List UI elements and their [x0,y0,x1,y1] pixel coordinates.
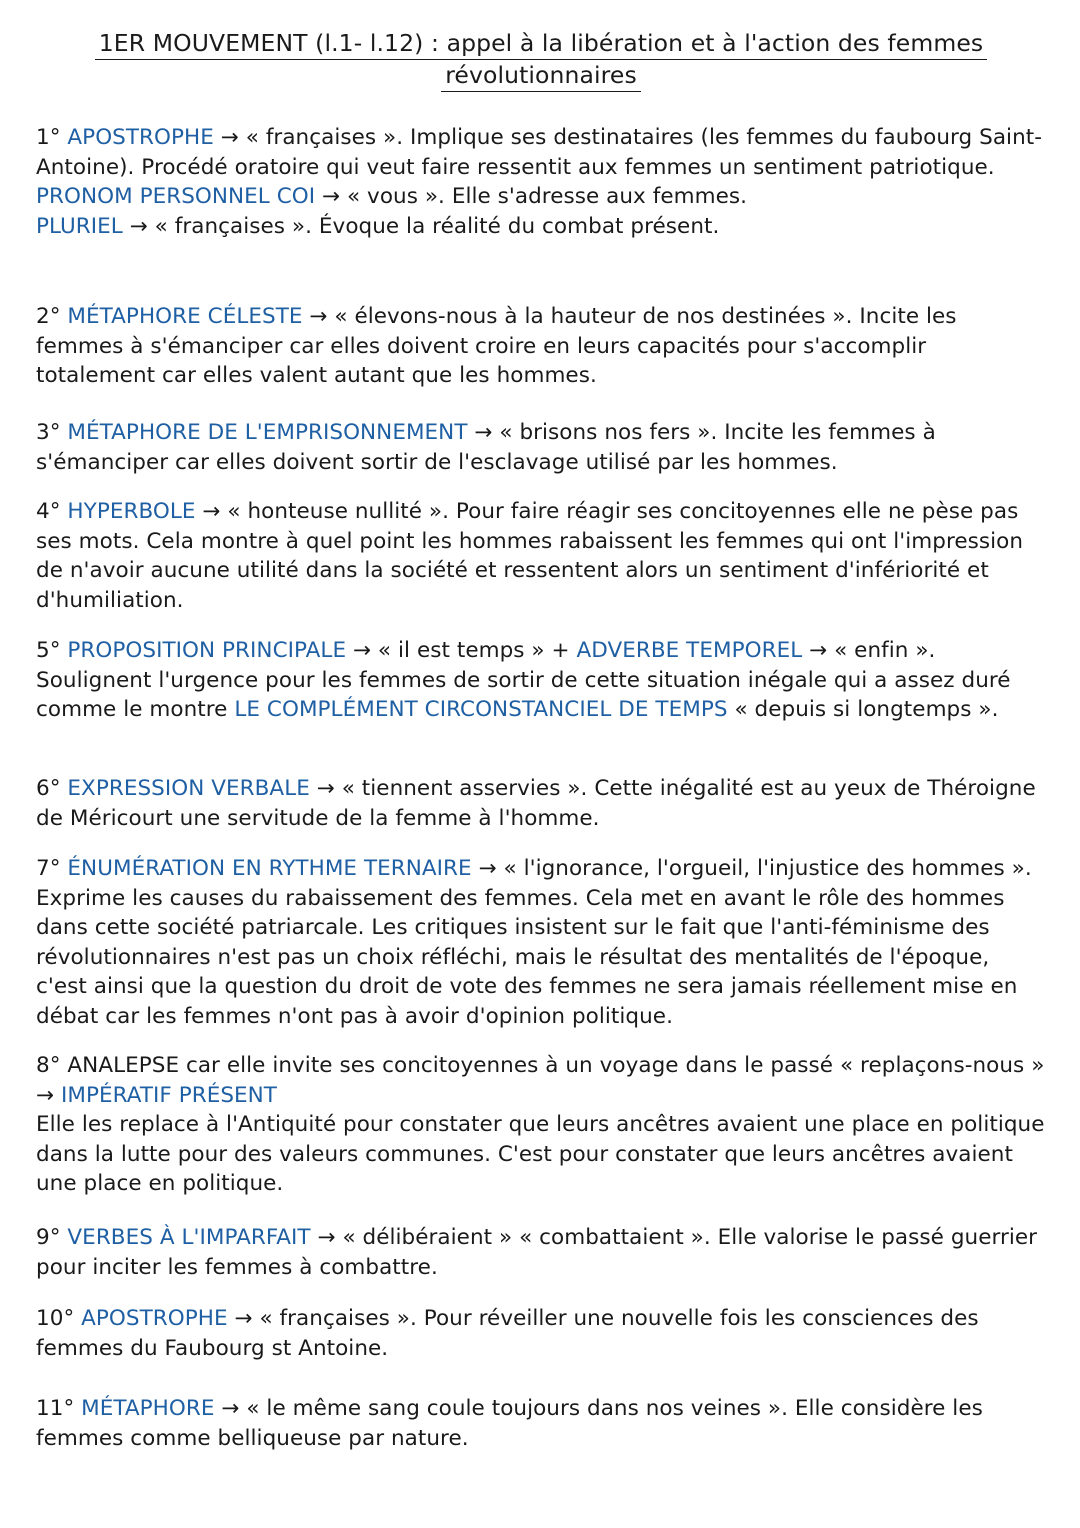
figure-term: PRONOM PERSONNEL COI [36,184,316,209]
item-number: 3° [36,420,61,445]
figure-term: MÉTAPHORE CÉLESTE [67,304,303,329]
figure-term: MÉTAPHORE DE L'EMPRISONNEMENT [67,420,468,445]
item-text: → « élevons-nous à la hauteur de nos destinées ». Incite les femmes à s'émanciper car elles doivent croire en leurs capacités pour s'accomplir totalement car elles valent autant que les hommes. [36,304,957,388]
figure-term: APOSTROPHE [81,1306,228,1331]
item-number: 10° [36,1306,75,1331]
figure-term: VERBES À L'IMPARFAIT [67,1225,311,1250]
item-number: 4° [36,499,61,524]
paragraph-9 [36,1223,1046,1282]
figure-term: PROPOSITION PRINCIPALE [67,638,347,663]
figure-term: EXPRESSION VERBALE [67,776,310,801]
item-number: 5° [36,638,61,663]
figure-term: PLURIEL [36,213,123,239]
item-text: Elle les replace à l'Antiquité pour constater que leurs ancêtres avaient une place en politique dans la lutte pour des valeurs communes. C'est pour constater que leurs ancêtres avaient une place en politique. [36,1112,1045,1196]
item-number: 2° [36,304,61,329]
item-text: → « tiennent asservies ». Cette inégalité est au yeux de Théroigne de Méricourt une servitude de la femme à l'homme. [36,776,1036,831]
item-text: → « délibéraient » « combattaient ». Elle valorise le passé guerrier pour inciter les femmes à combattre. [36,1225,1038,1280]
figure-term: LE COMPLÉMENT CIRCONSTANCIEL DE TEMPS [234,697,728,722]
title-line-1: 1ER MOUVEMENT (l.1- l.12) : appel à la libération et à l'action des femmes [95,28,987,60]
item-number: 1° [36,125,61,150]
paragraph-10 [36,1304,1046,1363]
item-text: → « le même sang coule toujours dans nos veines ». Elle considère les femmes comme belliqueuse par nature. [36,1396,983,1451]
figure-term: APOSTROPHE [67,125,214,150]
item-number: 6° [36,776,61,801]
title-line-2: révolutionnaires [441,60,641,92]
item-text: → « françaises ». Pour réveiller une nouvelle fois les consciences des femmes du Faubourg st Antoine. [36,1306,979,1361]
paragraph-11 [36,1394,1046,1453]
paragraph-2 [36,302,1046,391]
paragraph-4 [36,497,1046,615]
item-number: 9° [36,1225,61,1250]
figure-term: ADVERBE TEMPOREL [576,638,803,663]
figure-term: ÉNUMÉRATION EN RYTHME TERNAIRE [67,856,472,881]
item-text: → « honteuse nullité ». Pour faire réagir ses concitoyennes elle ne pèse pas ses mots. Cela montre à quel point les hommes rabaissent les femmes qui ont l'impression de n'avoir aucune utilité dans la société et ressentent alors un sentiment d'infériorité et d'humiliation. [36,499,1024,613]
item-number: 11° [36,1396,75,1421]
item-text: → « brisons nos fers ». Incite les femmes à s'émanciper car elles doivent sortir de l'esclavage utilisé par les hommes. [36,420,936,475]
item-text: → « françaises ». Évoque la réalité du combat présent. [129,213,720,239]
paragraph-8 [36,1051,1046,1199]
item-number: 7° [36,856,61,881]
item-text: → « il est temps » + [352,638,570,663]
item-number: 8° [36,1053,61,1078]
page-title [70,28,1012,92]
item-text: ANALEPSE car elle invite ses concitoyennes à un voyage dans le passé « replaçons-nous » → [36,1053,1045,1108]
figure-term: MÉTAPHORE [81,1396,215,1421]
figure-term: IMPÉRATIF PRÉSENT [60,1082,277,1108]
item-text: → « enfin ». Soulignent l'urgence pour les femmes de sortir de cette situation inégale qui a assez duré comme le montre [36,638,1011,722]
item-text: → « françaises ». Implique ses destinataires (les femmes du faubourg Saint-Antoine). Procédé oratoire qui veut faire ressentit aux femmes un sentiment patriotique. [36,125,1043,180]
item-text: → « vous ». Elle s'adresse aux femmes. [322,184,748,209]
paragraph-1 [36,123,1046,241]
item-text: « depuis si longtemps ». [734,697,999,722]
paragraph-3 [36,418,1046,477]
item-text: → « l'ignorance, l'orgueil, l'injustice des hommes ». Exprime les causes du rabaissement des femmes. Cela met en avant le rôle des hommes dans cette société patriarcale. Les critiques insistent sur le fait que l'anti-féminisme des révolutionnaires n'est pas un choix réfléchi, mais le résultat des mentalités de l'époque, c'est ainsi que la question du droit de vote des femmes ne sera jamais réellement mise en débat car les femmes n'ont pas à avoir d'opinion politique. [36,856,1032,1029]
paragraph-5 [36,636,1046,725]
paragraph-6 [36,774,1046,833]
figure-term: HYPERBOLE [67,499,196,524]
paragraph-7 [36,854,1046,1031]
